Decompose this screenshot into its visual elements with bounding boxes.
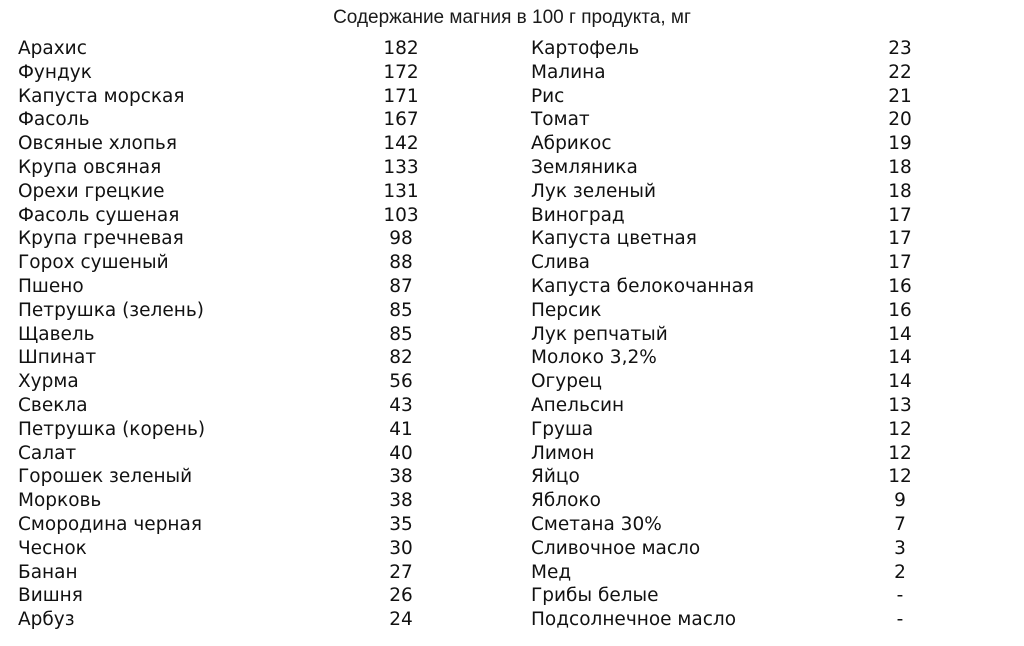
table-row <box>531 465 931 489</box>
product-name: Лук зеленый <box>531 180 657 202</box>
product-name: Банан <box>18 561 78 583</box>
magnesium-value: 142 <box>383 133 419 155</box>
product-name: Малина <box>531 61 606 83</box>
table-row <box>18 442 418 466</box>
table-row <box>531 108 931 132</box>
magnesium-value: 171 <box>383 85 419 107</box>
product-name: Томат <box>531 109 590 131</box>
table-row <box>18 608 418 632</box>
magnesium-value: 26 <box>389 585 413 607</box>
magnesium-value: 17 <box>888 252 912 274</box>
magnesium-value: 17 <box>888 228 912 250</box>
table-row <box>531 537 931 561</box>
product-name: Свекла <box>18 394 88 416</box>
magnesium-value: 27 <box>389 561 413 583</box>
product-name: Абрикос <box>531 133 612 155</box>
product-name: Сливочное масло <box>531 537 701 559</box>
table-row <box>18 108 418 132</box>
table-row <box>18 394 418 418</box>
table-row <box>18 537 418 561</box>
product-name: Фасоль сушеная <box>18 204 180 226</box>
product-name: Лук репчатый <box>531 323 668 345</box>
product-name: Капуста белокочанная <box>531 275 755 297</box>
table-row <box>18 561 418 585</box>
product-name: Грибы белые <box>531 585 659 607</box>
table-row <box>18 370 418 394</box>
product-name: Подсолнечное масло <box>531 609 737 631</box>
product-name: Петрушка (зелень) <box>18 299 204 321</box>
table-row <box>18 37 418 61</box>
product-name: Капуста цветная <box>531 228 697 250</box>
table-row <box>531 394 931 418</box>
magnesium-value: 24 <box>389 609 413 631</box>
product-name: Крупа овсяная <box>18 156 162 178</box>
magnesium-value: 103 <box>383 204 419 226</box>
left-column <box>18 37 418 632</box>
magnesium-value: 7 <box>894 513 906 535</box>
table-row <box>531 442 931 466</box>
magnesium-value: 85 <box>389 323 413 345</box>
magnesium-value: 131 <box>383 180 419 202</box>
magnesium-value: 133 <box>383 156 419 178</box>
product-name: Горошек зеленый <box>18 466 193 488</box>
product-name: Вишня <box>18 585 83 607</box>
product-name: Овсяные хлопья <box>18 133 177 155</box>
table-row <box>18 584 418 608</box>
product-name: Арахис <box>18 38 87 59</box>
table-row <box>18 346 418 370</box>
magnesium-value: 38 <box>389 466 413 488</box>
product-name: Горох сушеный <box>18 252 169 274</box>
magnesium-value: 41 <box>389 418 413 440</box>
table-row <box>531 227 931 251</box>
table-row <box>531 156 931 180</box>
table-row <box>531 132 931 156</box>
magnesium-value: 87 <box>389 275 413 297</box>
product-name: Слива <box>531 252 591 274</box>
magnesium-value: 85 <box>389 299 413 321</box>
product-name: Мед <box>531 561 572 583</box>
product-name: Морковь <box>18 490 102 512</box>
product-name: Рис <box>531 85 565 107</box>
product-name: Виноград <box>531 204 625 226</box>
table-row <box>531 251 931 275</box>
magnesium-value: 16 <box>888 275 912 297</box>
product-name: Апельсин <box>531 394 625 416</box>
product-name: Смородина черная <box>18 513 202 535</box>
table-row <box>531 561 931 585</box>
table-row <box>531 323 931 347</box>
product-name: Груша <box>531 418 594 440</box>
table-row <box>18 323 418 347</box>
product-name: Капуста морская <box>18 85 185 107</box>
product-name: Огурец <box>531 371 602 393</box>
table-row <box>18 61 418 85</box>
magnesium-value: 82 <box>389 347 413 369</box>
product-name: Салат <box>18 442 77 464</box>
magnesium-value: 56 <box>389 371 413 393</box>
magnesium-value: 98 <box>389 228 413 250</box>
product-name: Арбуз <box>18 609 75 631</box>
table-row <box>18 204 418 228</box>
table-row <box>18 275 418 299</box>
table-row <box>18 299 418 323</box>
magnesium-value: 9 <box>894 490 906 512</box>
table-row <box>531 513 931 537</box>
magnesium-value: 3 <box>894 537 906 559</box>
table-row <box>531 61 931 85</box>
product-name: Персик <box>531 299 602 321</box>
product-name: Орехи грецкие <box>18 180 165 202</box>
magnesium-value: 17 <box>888 204 912 226</box>
product-name: Лимон <box>531 442 595 464</box>
product-name: Пшено <box>18 275 84 297</box>
table-row <box>18 227 418 251</box>
table-row <box>531 37 931 61</box>
product-name: Петрушка (корень) <box>18 418 206 440</box>
magnesium-value: 172 <box>383 61 419 83</box>
table-row <box>18 156 418 180</box>
product-name: Яблоко <box>531 490 601 512</box>
magnesium-value: 14 <box>888 371 912 393</box>
magnesium-value: 18 <box>888 180 912 202</box>
magnesium-value: 14 <box>888 347 912 369</box>
table-row <box>531 85 931 109</box>
product-name: Чеснок <box>18 537 87 559</box>
table-row <box>531 275 931 299</box>
product-name: Земляника <box>531 156 638 178</box>
product-name: Молоко 3,2% <box>531 347 657 369</box>
table-row <box>531 180 931 204</box>
table-row <box>18 85 418 109</box>
magnesium-value: 21 <box>888 85 912 107</box>
table-row <box>531 370 931 394</box>
table-row <box>18 418 418 442</box>
product-name: Сметана 30% <box>531 513 662 535</box>
page-title: Содержание магния в 100 г продукта, мг <box>333 7 691 28</box>
product-name: Щавель <box>18 323 95 345</box>
table-row <box>18 513 418 537</box>
product-name: Шпинат <box>18 347 97 369</box>
product-name: Хурма <box>18 371 79 393</box>
product-name: Фасоль <box>18 109 90 131</box>
table-row <box>531 608 931 632</box>
magnesium-value: 167 <box>383 109 419 131</box>
magnesium-value: 2 <box>894 561 906 583</box>
table-row <box>531 584 931 608</box>
magnesium-value: 30 <box>389 537 413 559</box>
magnesium-value: 18 <box>888 156 912 178</box>
magnesium-value: 19 <box>888 133 912 155</box>
magnesium-value: 23 <box>888 38 912 59</box>
table-row <box>18 251 418 275</box>
magnesium-value: 14 <box>888 323 912 345</box>
magnesium-value: - <box>896 609 904 631</box>
table-row <box>531 299 931 323</box>
right-column <box>531 37 931 632</box>
magnesium-value: 22 <box>888 61 912 83</box>
table-row <box>531 204 931 228</box>
table-row <box>18 465 418 489</box>
magnesium-value: 35 <box>389 513 413 535</box>
product-name: Яйцо <box>531 466 580 488</box>
magnesium-value: 182 <box>383 38 419 59</box>
magnesium-value: 12 <box>888 418 912 440</box>
magnesium-value: 12 <box>888 442 912 464</box>
magnesium-value: 40 <box>389 442 413 464</box>
magnesium-value: 16 <box>888 299 912 321</box>
magnesium-value: 43 <box>389 394 413 416</box>
table-row <box>531 418 931 442</box>
table-row <box>531 489 931 513</box>
magnesium-value: 13 <box>888 394 912 416</box>
magnesium-value: 88 <box>389 252 413 274</box>
product-name: Картофель <box>531 38 640 59</box>
table-row <box>18 489 418 513</box>
table-row <box>531 346 931 370</box>
table-row <box>18 132 418 156</box>
product-name: Крупа гречневая <box>18 228 184 250</box>
product-name: Фундук <box>18 61 92 83</box>
magnesium-value: 20 <box>888 109 912 131</box>
magnesium-value: - <box>896 585 904 607</box>
table-row <box>18 180 418 204</box>
magnesium-value: 38 <box>389 490 413 512</box>
magnesium-value: 12 <box>888 466 912 488</box>
